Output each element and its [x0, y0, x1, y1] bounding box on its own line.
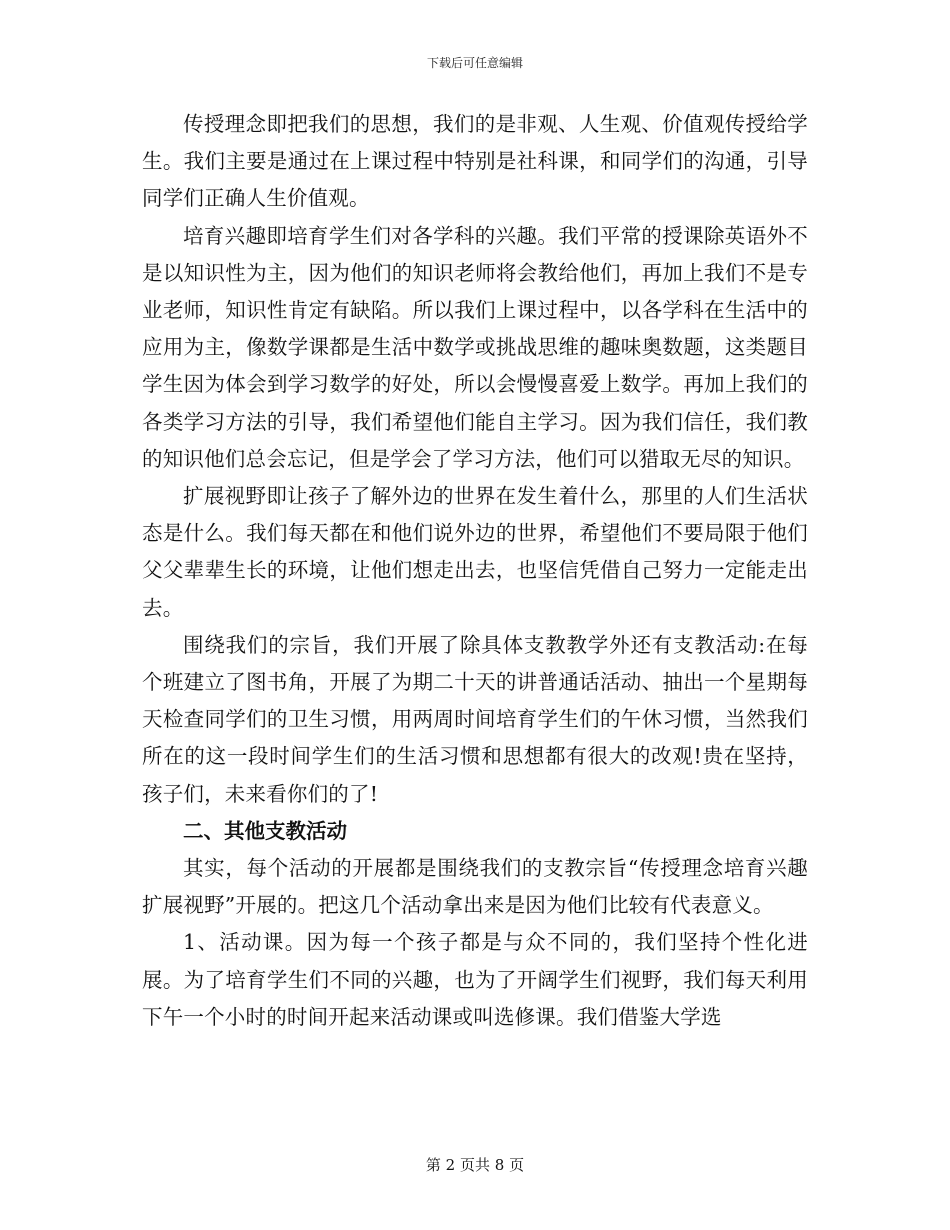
paragraph-cultivate-interest: 培育兴趣即培育学生们对各学科的兴趣。我们平常的授课除英语外不是以知识性为主，因为他们的知识老师将会教给他们，再加上我们不是专业老师，知识性肯定有缺陷。所以我们上课过程中，以各学科在生活中的应用为主，像数学课都是生活中数学或挑战思维的趣味奥数题，这类题目学生因为体会到学习数学的好处，所以会慢慢喜爱上数学。再加上我们的各类学习方法的引导，我们希望他们能自主学习。因为我们信任，我们教的知识他们总会忘记，但是学会了学习方法，他们可以猎取无尽的知识。: [142, 223, 808, 471]
paragraph-expand-horizons: 扩展视野即让孩子了解外边的世界在发生着什么，那里的人们生活状态是什么。我们每天都在和他们说外边的世界，希望他们不要局限于他们父父辈辈生长的环境，让他们想走出去，也坚信凭借自己努力一定能走出去。: [142, 484, 808, 620]
paragraph-transmit-ideas: 传授理念即把我们的思想，我们的是非观、人生观、价值观传授给学生。我们主要是通过在上课过程中特别是社科课，和同学们的沟通，引导同学们正确人生价值观。: [142, 112, 808, 211]
page-number: 第 2 页共 8 页: [425, 1156, 525, 1174]
paragraph-activities-intro: 其实，每个活动的开展都是围绕我们的支教宗旨“传授理念培育兴趣扩展视野”开展的。把这几个活动拿出来是因为他们比较有代表意义。: [142, 856, 808, 918]
section-heading-other-activities: 二、其他支教活动: [183, 818, 347, 843]
paragraph-activity-class: 1、活动课。因为每一个孩子都是与众不同的，我们坚持个性化进展。为了培育学生们不同的兴趣，也为了开阔学生们视野，我们每天利用下午一个小时的时间开起来活动课或叫选修课。我们借鉴大学选: [142, 930, 808, 1029]
document-body: [142, 106, 808, 1036]
page-header-note: 下载后可任意编辑: [426, 56, 523, 70]
paragraph-activities-summary: 围绕我们的宗旨，我们开展了除具体支教教学外还有支教活动:在每个班建立了图书角，开展了为期二十天的讲普通话活动、抽出一个星期每天检查同学们的卫生习惯，用两周时间培育学生们的午休习惯，当然我们所在的这一段时间学生们的生活习惯和思想都有很大的改观!贵在坚持，孩子们，未来看你们的了!: [142, 632, 808, 806]
